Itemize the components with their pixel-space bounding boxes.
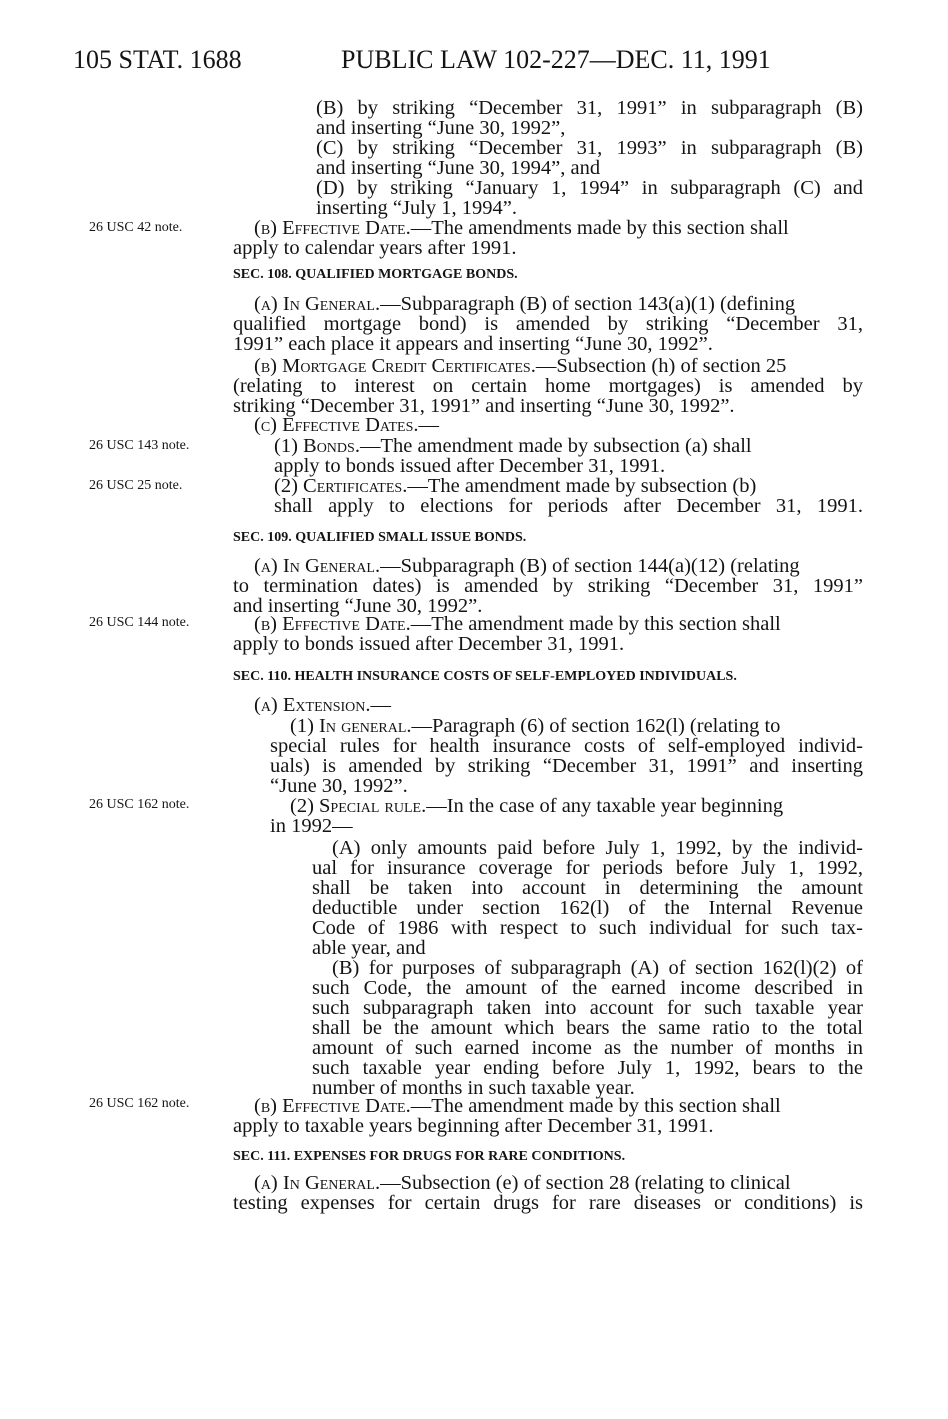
body-line — [274, 436, 752, 456]
paragraph-caption: (1) In general. — [290, 715, 412, 737]
body-text: —Subsection (h) of section 25 — [535, 355, 787, 377]
margin-note: 26 USC 162 note. — [89, 1096, 190, 1111]
body-text: —Paragraph (6) of section 162(l) (relating to — [411, 715, 781, 737]
body-line: and inserting “June 30, 1992”. — [233, 595, 483, 617]
subsection-caption: (b) Effective Date. — [254, 613, 411, 635]
body-line: (c) Effective Dates.— — [254, 414, 439, 436]
body-line: ual for insurance coverage for periods before July 1, 1992, — [312, 857, 863, 879]
margin-note: 26 USC 144 note. — [89, 615, 190, 630]
running-header — [73, 40, 873, 80]
subsection-caption: (b) Mortgage Credit Certificates. — [254, 355, 536, 377]
body-line: (A) only amounts paid before July 1, 1992, by the individ- — [332, 837, 863, 859]
body-line: “June 30, 1992”. — [270, 775, 408, 797]
body-line: (B) by striking “December 31, 1991” in subparagraph (B) — [316, 97, 863, 119]
body-line: apply to bonds issued after December 31, 1991. — [274, 455, 666, 477]
body-text: —The amendment made by subsection (b) — [407, 475, 757, 497]
section-heading: SEC. 109. QUALIFIED SMALL ISSUE BONDS. — [233, 530, 527, 545]
body-text: —Subparagraph (B) of section 144(a)(12) (relating — [380, 555, 800, 577]
body-line — [254, 218, 789, 238]
body-line: uals) is amended by striking “December 31, 1991” and inserting — [270, 755, 863, 777]
body-text: —In the case of any taxable year beginning — [426, 795, 784, 817]
body-line: striking “December 31, 1991” and inserting “June 30, 1992”. — [233, 395, 735, 417]
body-line: 1991” each place it appears and inserting “June 30, 1992”. — [233, 333, 713, 355]
body-line: amount of such earned income as the number of months in — [312, 1037, 863, 1059]
body-line: in 1992— — [270, 815, 353, 837]
paragraph-caption: (1) Bonds. — [274, 435, 360, 457]
subsection-caption: (a) In General. — [254, 555, 381, 577]
body-line: (C) by striking “December 31, 1993” in subparagraph (B) — [316, 137, 863, 159]
running-head-title: PUBLIC LAW 102-227—DEC. 11, 1991 — [341, 45, 771, 74]
page-number: 105 STAT. 1688 — [73, 45, 242, 74]
body-line — [254, 1173, 791, 1193]
margin-note: 26 USC 143 note. — [89, 438, 190, 453]
body-text: —Subsection (e) of section 28 (relating to clinical — [380, 1172, 791, 1194]
body-line: and inserting “June 30, 1994”, and — [316, 157, 601, 179]
body-line: inserting “July 1, 1994”. — [316, 197, 517, 219]
body-line — [254, 294, 795, 314]
body-line: apply to taxable years beginning after December 31, 1991. — [233, 1115, 714, 1137]
body-line: (relating to interest on certain home mortgages) is amended by — [233, 375, 863, 397]
body-text: —The amendment made by this section shall — [410, 1095, 781, 1117]
body-line: such subparagraph taken into account for such taxable year — [312, 997, 863, 1019]
body-line: and inserting “June 30, 1992”, — [316, 117, 566, 139]
body-line: such Code, the amount of the earned income described in — [312, 977, 863, 999]
body-line: shall be the amount which bears the same ratio to the total — [312, 1017, 863, 1039]
body-line — [254, 614, 781, 634]
body-line: Code of 1986 with respect to such individual for such tax- — [312, 917, 863, 939]
subsection-caption: (a) In General. — [254, 293, 381, 315]
body-text: —The amendment made by this section shall — [410, 613, 781, 635]
body-line: such taxable year ending before July 1, 1992, bears to the — [312, 1057, 863, 1079]
paragraph-caption: (2) Special rule. — [290, 795, 427, 817]
body-line — [274, 476, 756, 496]
body-line: special rules for health insurance costs of self-employed individ- — [270, 735, 863, 757]
body-line: to termination dates) is amended by striking “December 31, 1991” — [233, 575, 863, 597]
margin-note: 26 USC 162 note. — [89, 797, 190, 812]
body-line: shall apply to elections for periods after December 31, 1991. — [274, 495, 863, 517]
body-line: qualified mortgage bond) is amended by striking “December 31, — [233, 313, 863, 335]
body-text: —The amendments made by this section shall — [410, 217, 789, 239]
paragraph-caption: (2) Certificates. — [274, 475, 408, 497]
body-text: —Subparagraph (B) of section 143(a)(1) (defining — [380, 293, 796, 315]
margin-note: 26 USC 42 note. — [89, 220, 183, 235]
body-line — [254, 356, 786, 376]
body-line: shall be taken into account in determining the amount — [312, 877, 863, 899]
subsection-caption: (b) Effective Date. — [254, 217, 411, 239]
body-line: apply to bonds issued after December 31, 1991. — [233, 633, 625, 655]
body-line: (D) by striking “January 1, 1994” in subparagraph (C) and — [316, 177, 863, 199]
section-heading: SEC. 111. EXPENSES FOR DRUGS FOR RARE CONDITIONS. — [233, 1149, 626, 1164]
body-line: number of months in such taxable year. — [312, 1077, 635, 1099]
body-line: (a) Extension.— — [254, 694, 392, 716]
subsection-caption: (a) In General. — [254, 1172, 381, 1194]
body-line: testing expenses for certain drugs for rare diseases or conditions) is — [233, 1192, 863, 1214]
body-line: apply to calendar years after 1991. — [233, 237, 517, 259]
subsection-caption: (b) Effective Date. — [254, 1095, 411, 1117]
body-line: deductible under section 162(l) of the Internal Revenue — [312, 897, 863, 919]
body-line — [290, 796, 783, 816]
margin-note: 26 USC 25 note. — [89, 478, 183, 493]
section-heading: SEC. 108. QUALIFIED MORTGAGE BONDS. — [233, 267, 518, 282]
section-heading: SEC. 110. HEALTH INSURANCE COSTS OF SELF-EMPLOYED INDIVIDUALS. — [233, 669, 737, 684]
body-line: (B) for purposes of subparagraph (A) of section 162(l)(2) of — [332, 957, 863, 979]
body-text: —The amendment made by subsection (a) shall — [359, 435, 752, 457]
body-line — [290, 716, 780, 736]
body-line — [254, 556, 800, 576]
body-line — [254, 1096, 781, 1116]
body-line: able year, and — [312, 937, 426, 959]
